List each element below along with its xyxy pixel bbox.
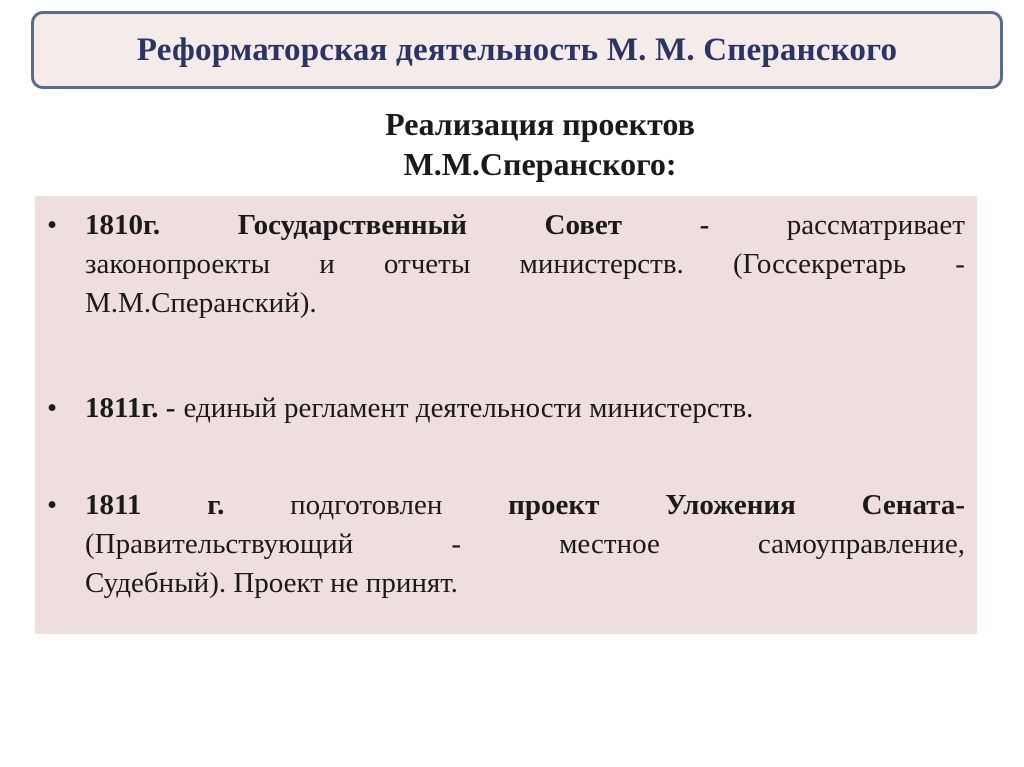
bullet-line xyxy=(85,206,965,245)
word: Судебный). Проект не принят. xyxy=(85,567,458,599)
year-label: 1810г. xyxy=(85,209,161,241)
word: законопроекты xyxy=(85,248,271,280)
bullet-marker: • xyxy=(47,489,58,521)
bullet-body xyxy=(85,486,965,603)
word: (Правительствующий xyxy=(85,528,354,560)
bullet-line xyxy=(85,389,965,428)
bold-term: Сената- xyxy=(861,489,965,521)
word: местное xyxy=(559,528,660,560)
bullet-line xyxy=(85,525,965,564)
year-label: 1811 xyxy=(85,489,142,521)
word: - xyxy=(955,248,965,280)
bullet-marker: • xyxy=(47,209,58,241)
word: и xyxy=(319,248,335,280)
bold-term: Уложения xyxy=(665,489,796,521)
bullet-line xyxy=(85,245,965,284)
bullet-item-1811-reglament xyxy=(47,389,965,429)
year-label: 1811г. - xyxy=(85,392,176,424)
page-title: Реформаторская деятельность М. М. Сперанского xyxy=(136,31,898,68)
word: подготовлен xyxy=(290,489,443,521)
bullet-marker: • xyxy=(47,392,58,424)
dash: - xyxy=(699,209,710,241)
word: министерств. xyxy=(519,248,684,280)
bullet-item-1811-ulozhenie xyxy=(47,486,965,606)
word: (Госсекретарь xyxy=(732,248,907,280)
year-suffix: г. xyxy=(207,489,225,521)
bullet-line xyxy=(85,564,965,603)
subtitle-line-1: Реализация проектов xyxy=(385,106,695,142)
bold-term: Совет xyxy=(544,209,623,241)
title-banner xyxy=(31,11,1003,89)
word: М.М.Сперанский). xyxy=(85,287,317,319)
subtitle-line-2: М.М.Сперанского: xyxy=(403,146,677,182)
bullet-line xyxy=(85,486,965,525)
word: отчеты xyxy=(383,248,471,280)
bullet-item-1810 xyxy=(47,206,965,326)
bold-term: проект xyxy=(508,489,600,521)
word: - xyxy=(451,528,461,560)
bullet-body xyxy=(85,389,965,428)
bullet-body xyxy=(85,206,965,323)
word: рассматривает xyxy=(786,209,965,241)
word: самоуправление, xyxy=(757,528,965,560)
content-panel xyxy=(35,196,977,634)
bullet-text: единый регламент деятельности министерств. xyxy=(183,392,754,424)
section-subtitle xyxy=(300,104,780,184)
bold-term: Государственный xyxy=(237,209,467,241)
bullet-line xyxy=(85,284,965,323)
